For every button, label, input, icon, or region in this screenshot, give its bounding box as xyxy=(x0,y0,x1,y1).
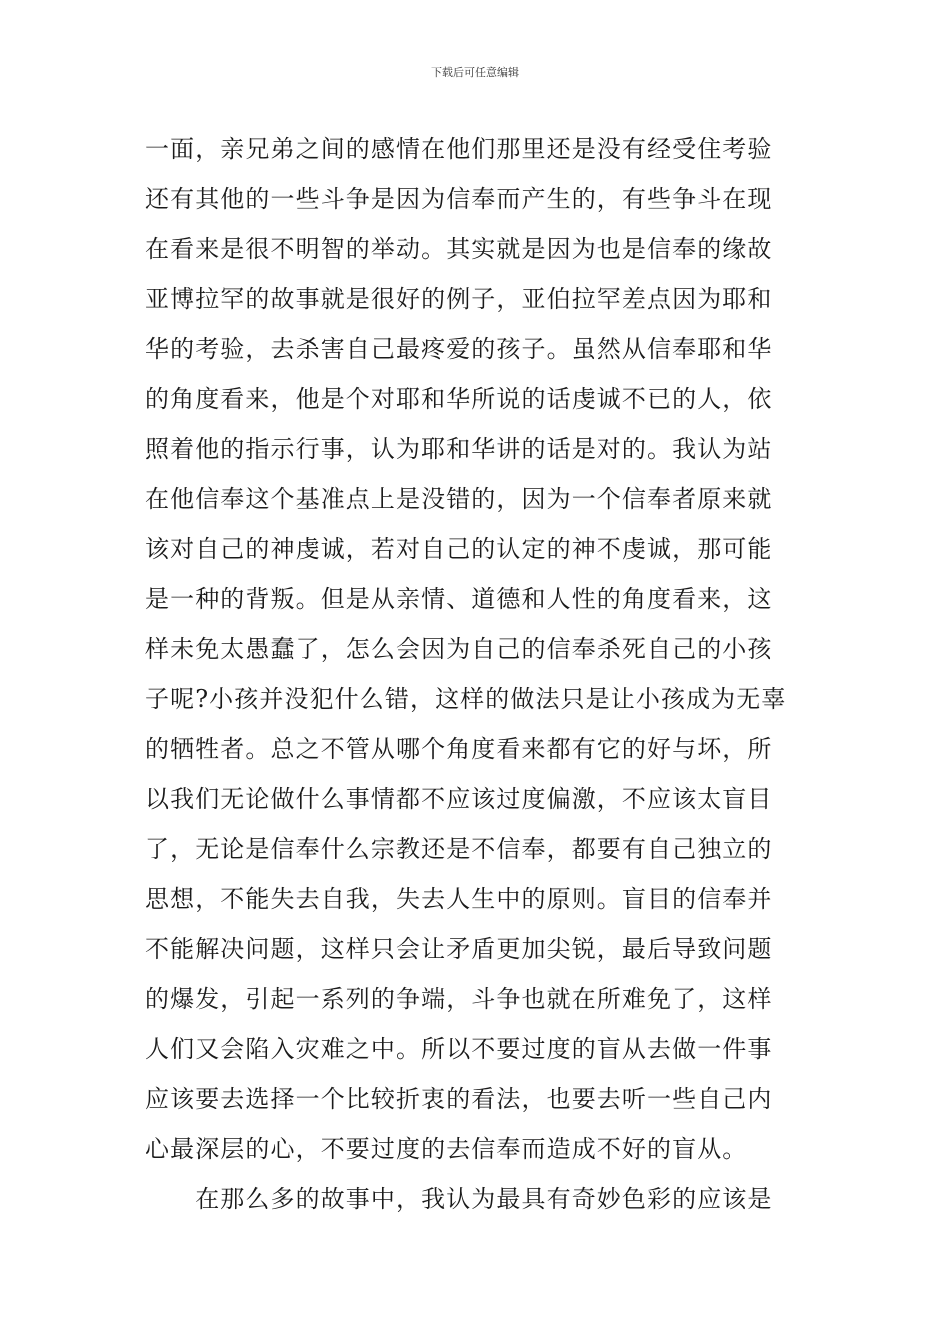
text-line: 的牺牲者。总之不管从哪个角度看来都有它的好与坏，所 xyxy=(145,735,773,763)
page-header: 下载后可任意编辑 xyxy=(431,66,519,79)
text-line: 的爆发，引起一系列的争端，斗争也就在所难免了，这样 xyxy=(145,985,773,1013)
text-line: 在看来是很不明智的举动。其实就是因为也是信奉的缘故 xyxy=(145,235,773,263)
text-line: 心最深层的心，不要过度的去信奉而造成不好的盲从。 xyxy=(145,1135,748,1163)
body-text xyxy=(145,124,815,1224)
text-line: 亚博拉罕的故事就是很好的例子，亚伯拉罕差点因为耶和 xyxy=(145,285,773,313)
text-line: 照着他的指示行事，认为耶和华讲的话是对的。我认为站 xyxy=(145,435,773,463)
text-line: 还有其他的一些斗争是因为信奉而产生的，有些争斗在现 xyxy=(145,185,773,213)
text-line: 人们又会陷入灾难之中。所以不要过度的盲从去做一件事 xyxy=(145,1035,773,1063)
text-line: 的角度看来，他是个对耶和华所说的话虔诚不已的人，依 xyxy=(145,385,773,413)
text-line: 是一种的背叛。但是从亲情、道德和人性的角度看来，这 xyxy=(145,585,773,613)
text-line: 在他信奉这个基准点上是没错的，因为一个信奉者原来就 xyxy=(145,485,773,513)
text-line: 不能解决问题，这样只会让矛盾更加尖锐，最后导致问题 xyxy=(145,935,773,963)
text-line: 样未免太愚蠢了，怎么会因为自己的信奉杀死自己的小孩 xyxy=(145,635,773,663)
text-line: 了，无论是信奉什么宗教还是不信奉，都要有自己独立的 xyxy=(145,835,773,863)
paragraph-start-line: 在那么多的故事中，我认为最具有奇妙色彩的应该是 xyxy=(145,1185,773,1213)
text-line: 子呢?小孩并没犯什么错，这样的做法只是让小孩成为无辜 xyxy=(145,685,787,713)
text-line: 一面，亲兄弟之间的感情在他们那里还是没有经受住考验 xyxy=(145,135,773,163)
text-line: 以我们无论做什么事情都不应该过度偏激，不应该太盲目 xyxy=(145,785,773,813)
text-line: 华的考验，去杀害自己最疼爱的孩子。虽然从信奉耶和华 xyxy=(145,335,773,363)
text-line: 应该要去选择一个比较折衷的看法，也要去听一些自己内 xyxy=(145,1085,773,1113)
text-line: 思想，不能失去自我，失去人生中的原则。盲目的信奉并 xyxy=(145,885,773,913)
text-line: 该对自己的神虔诚，若对自己的认定的神不虔诚，那可能 xyxy=(145,535,773,563)
